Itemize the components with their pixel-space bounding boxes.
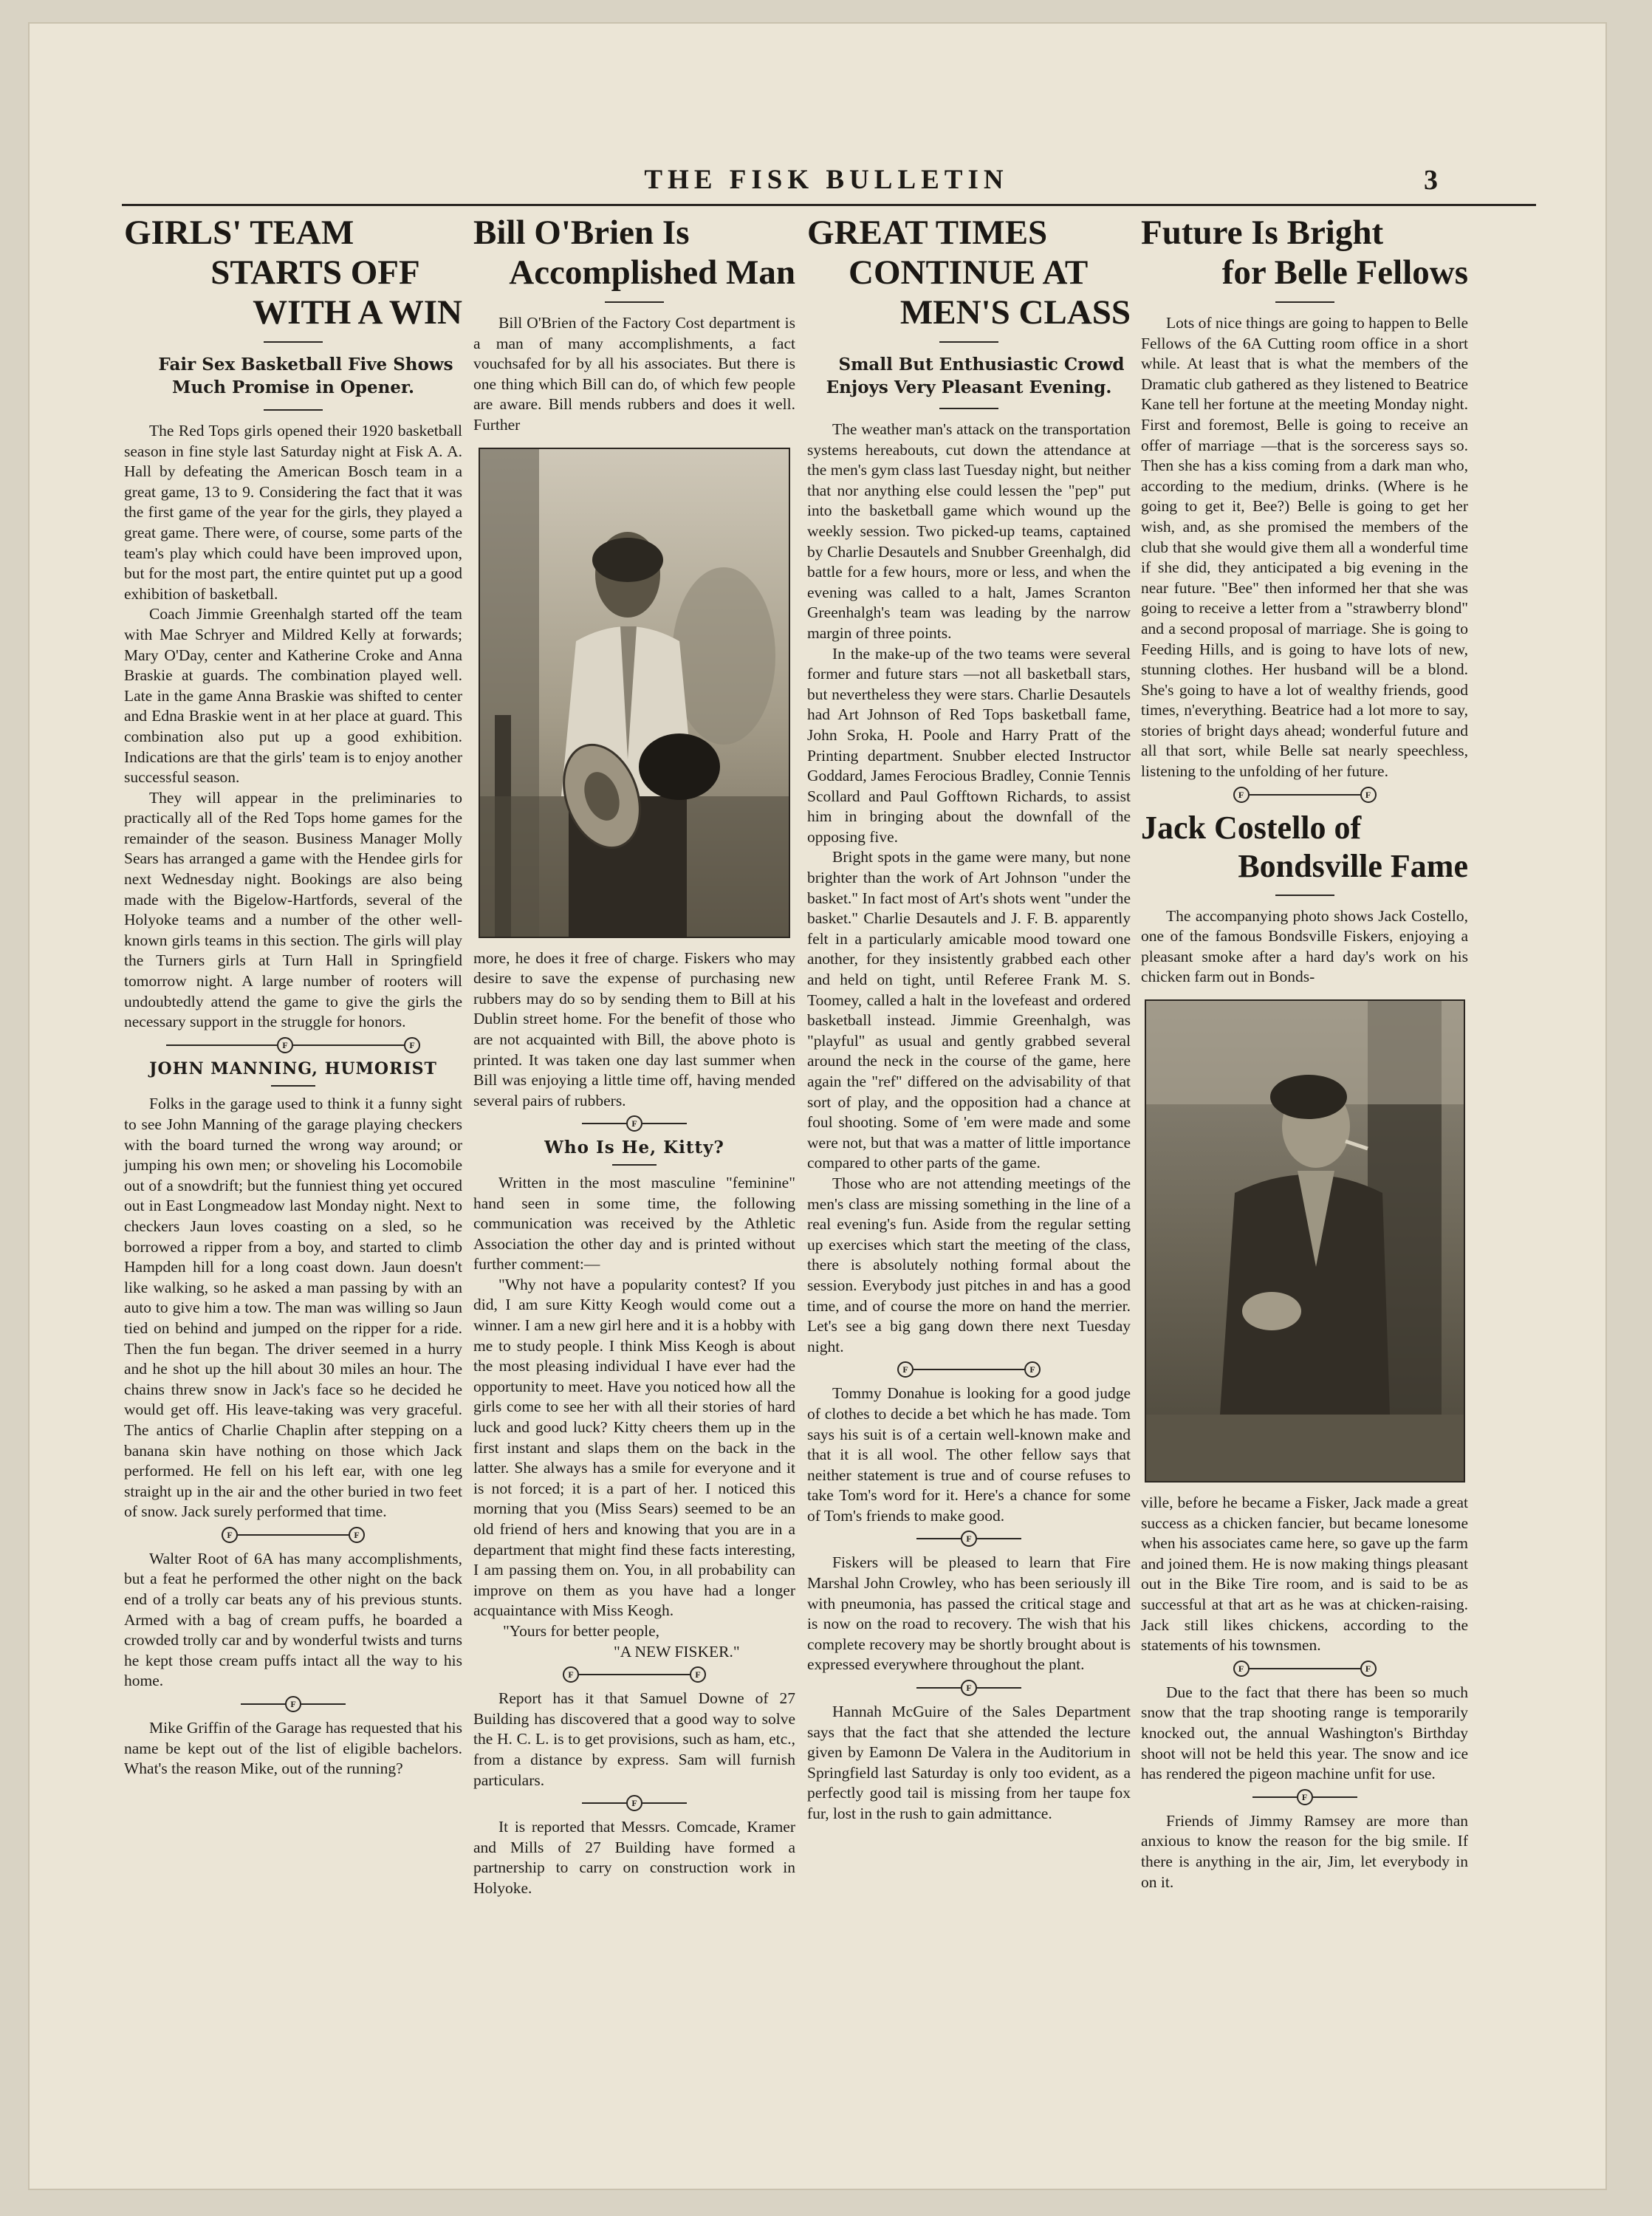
fisk-ornament-icon: F (1360, 1661, 1377, 1677)
fisk-ornament-icon: F (277, 1037, 293, 1053)
fisk-ornament-icon: F (1233, 1661, 1250, 1677)
ornament-divider (1141, 1661, 1468, 1677)
fisk-ornament-icon: F (349, 1527, 365, 1543)
separator (1275, 301, 1334, 303)
headline-line: WITH A WIN (253, 293, 462, 332)
kitty-headline: Who Is He, Kitty? (544, 1138, 724, 1158)
costello-photo (1145, 999, 1465, 1483)
ornament-divider (1141, 1789, 1468, 1805)
article-paragraph: It is reported that Messrs. Comcade, Kramer and Mills of 27 Building have formed a partnership to carry on construction work in Holyoke. (473, 1818, 795, 1897)
column-4 (1141, 210, 1468, 1892)
article-paragraph: The weather man's attack on the transportation systems hereabouts, cut down the attendance at the men's gym class last Tuesday night, but neither that nor anything else could lessen the "pep" put into the basketball game which wound up the weekly session. Two picked-up teams, captained by Charlie Desautels and Snubber Greenhalgh, did battle for a few hours, more or less, and when the evening was called to a halt, James Scranton Greenhalgh's team was leading by the narrow margin of three points. (807, 420, 1131, 642)
article-paragraph: Due to the fact that there has been so much snow that the trap shooting range is temporarily knocked out, the annual Washington's Birthday shoot will not be held this year. The snow and ice has rendered the pigeon machine unfit for use. (1141, 1683, 1468, 1783)
article-paragraph: Those who are not attending meetings of the men's class are missing something in the line of a real evening's fun. Aside from the regular setting up exercises which start the meeting of the class, there is absolutely nothing formal about the session. Everybody just pitches in and has a good time, and of course the more on hand the merrier. Let's see a big gang down there next Tuesday night. (807, 1174, 1131, 1355)
fisk-ornament-icon: F (285, 1696, 301, 1712)
signature-line: "A NEW FISKER." (614, 1642, 740, 1661)
fisk-ornament-icon: F (961, 1680, 977, 1696)
article-paragraph: ville, before he became a Fisker, Jack made a great success as a chicken fancier, but became lonesome when his associates came here, so gave up the farm and joined them. He is now making things pleasant out in the Bike Tire room, and is said to be as successful at that art as he was at chicken-raising. Jack still likes chickens, according to the statements of his townsmen. (1141, 1494, 1468, 1655)
ornament-divider (473, 1795, 795, 1811)
headline-line: Bondsville Fame (1238, 847, 1468, 884)
separator (264, 341, 323, 343)
article-paragraph: Folks in the garage used to think it a funny sight to see John Manning of the garage playing checkers with the board turned the wrong way around; or jumping his own men; or shoveling his Locomobile out of a snowdrift; but the funniest thing yet occured out in East Longmeadow last Monday night. Next to checkers Jaun loves coasting on a sled, so he borrowed a ripper from a boy, and started to climb Hampden hill for a long coast down. Jaun doesn't like walking, so he asked a man passing by with an auto to give him a tow. The man was willing so Jaun tied on behind and jumped on the ripper for a ride. Then the fun began. The driver seemed in a hurry and he shot up the hill about 30 miles an hour. The chains threw snow in Jack's face so he decided he would get off. His leave-taking was very graceful. The antics of Charlie Chaplin after stepping on a banana skin have nothing on those which Jack performed. He fell on his left ear, with one leg straight up in the air and the other buried in two feet of snow. Jack surely performed that time. (124, 1095, 462, 1521)
fisk-ornament-icon: F (1233, 787, 1250, 803)
column-2 (473, 210, 795, 1899)
ornament-divider (807, 1680, 1131, 1696)
article-paragraph: Walter Root of 6A has many accomplishments, but a feat he performed the other night on the back end of a trolly car beats any of his previous stunts. Armed with a bag of cream puffs, he boarded a crowded trolly car and by wonderful twists and turns he kept those cream puffs intact all the way to his home. (124, 1549, 462, 1690)
column-1 (124, 210, 462, 1779)
girls-team-subhead: Fair Sex Basketball Five Shows Much Promise in Opener. (158, 355, 453, 397)
ornament-divider (473, 1666, 795, 1683)
obrien-headline (473, 213, 795, 293)
article-paragraph: In the make-up of the two teams were several former and future stars —not all basketball stars, but nevertheless they were stars. Charlie Desautels had Art Johnson of Red Tops basketball fame, John Sroka, H. Poole and Harry Pratt of the Printing department. Snubber elected Instructor Goddard, James Ferocious Bradley, Connie Tennis Scollard and Paul Gofftown Richards, to assist him in bringing about the downfall of the opposing five. (807, 644, 1131, 846)
article-paragraph: Lots of nice things are going to happen to Belle Fellows of the 6A Cutting room office in a short while. At least that is what the members of the Dramatic club gathered as they listened to Beatrice Kane tell her fortune at the meeting Monday night. First and foremost, Belle is going to receive an offer of marriage —that is the sorceress says so. Then she has a kiss coming from a dark man who, according to the medium, drinks. (Where is he going to get it, Bee?) Belle is going to get her wish, and, as she promised the members of the club that she would give them all a wonderful time if she did, they anticipated a big evening in the near future. "Bee" then informed her that she was going to receive a letter from a "strawberry blond" and a second proposal of marriage. She is going to Feeding Hills, and is going to have lots of new, stunning clothes. Her husband will be a blond. She's going to have a lot of wealthy friends, good times, n'everything. Beatrice had a lot more to say, stories of bright days ahead; wonderful future and all that sort, while Belle sat nearly speechless, listening to the unfolding of her future. (1141, 314, 1469, 781)
fisk-ornament-icon: F (1297, 1789, 1313, 1805)
separator (1275, 895, 1334, 896)
ornament-divider (124, 1696, 462, 1712)
mens-class-subhead: Small But Enthusiastic Crowd Enjoys Very Pleasant Evening. (826, 355, 1125, 397)
fisk-ornament-icon: F (1360, 787, 1377, 803)
page-number: 3 (1424, 165, 1438, 196)
fisk-ornament-icon: F (626, 1115, 642, 1132)
article-paragraph: Coach Jimmie Greenhalgh started off the team with Mae Schryer and Mildred Kelly at forwards; Mary O'Day, center and Katherine Croke and Anna Braskie at guards. The combination played well. Late in the game Anna Braskie was shifted to center and Edna Braskie went in at her place at guard. This combination also put up a good exhibition. Indications are that the girls' team is to enjoy another successful season. (124, 605, 462, 787)
headline-line: Jack Costello of (1141, 809, 1362, 846)
signature-line: "Yours for better people, (503, 1621, 659, 1640)
article-paragraph: The Red Tops girls opened their 1920 basketball season in fine style last Saturday night at Fisk A. A. Hall by defeating the American Bosch team in a great game, 13 to 9. Considering the fact that it was the first game of the year for the girls, they played a great game. There were, of course, some parts of the team's play which could have been improved upon, but for the most part, the entire quintet put up a good exhibition of basketball. (124, 422, 462, 603)
manning-headline: JOHN MANNING, HUMORIST (149, 1059, 437, 1078)
headline-line: STARTS OFF (210, 253, 420, 292)
headline-line: Future Is Bright (1141, 213, 1384, 252)
masthead-title: THE FISK BULLETIN (644, 165, 1009, 195)
ornament-divider (124, 1527, 462, 1543)
article-paragraph: more, he does it free of charge. Fiskers who may desire to save the expense of purchasing new rubbers may do so by sending them to Bill at his Dublin street home. For the benefit of those who are not acquainted with Bill, the above photo is printed. It was taken one day last summer when Bill was enjoying a little time off, having mended several pairs of rubbers. (473, 948, 795, 1109)
obrien-photo-image (480, 449, 789, 937)
separator (612, 1164, 657, 1166)
fisk-ornament-icon: F (626, 1795, 642, 1811)
masthead-rule (122, 204, 1536, 206)
ornament-divider (1141, 787, 1468, 803)
headline-line: GIRLS' TEAM (124, 213, 354, 252)
article-paragraph: Bill O'Brien of the Factory Cost department is a man of many accomplishments, a fact vouchsafed for by all his associates. But there is one thing which Bill can do, of which few people are aware. Bill mends rubbers and does it well. Further (473, 314, 795, 434)
separator (939, 341, 998, 343)
article-paragraph: "Why not have a popularity contest? If you did, I am sure Kitty Keogh would come out a winner. I am a new girl here and it is a hobby with me to study people. I think Miss Keogh is about the most pleasing individual I have ever had the opportunity to meet. Have you noticed how all the girls come to see her with all their stories of hard luck and good luck? Kitty cheers them up in the first instant and slaps them on the back in the latter. She always has a smile for everyone and it is not forced; it is a part of her. I noticed this morning that you (Miss Sears) seemed to be an old friend of hers and knowing that you are in a department that might find these facts interesting, I am passing them on. You, in all probability can improve on them as you have had a longer acquaintance with Miss Keogh. (473, 1275, 795, 1620)
separator (605, 301, 664, 303)
fisk-ornament-icon: F (690, 1666, 706, 1683)
costello-photo-image (1146, 1001, 1464, 1481)
article-paragraph: Bright spots in the game were many, but none brighter than the work of Art Johnson "under the basket." In fact most of Art's shots went "under the basket." Charlie Desautels and J. F. B. apparently felt in a particularly amicable mood toward one another, for they insistently grabbed each other and held on tight, until Referee Frank M. S. Toomey, called a halt in the lovefeast and ordered basketball instead. Jimmie Greenhalgh, was "playful" as usual and gently grabbed several around the neck in the course of the game, here again the "ref" differed on the advisability of that sort of play, and the opposition had a chance at foul shooting. Some of 'em were made and some were not, but that was a matter of little importance compared to other parts of the game. (807, 848, 1131, 1172)
fisk-ornament-icon: F (404, 1037, 420, 1053)
jack-headline (1141, 809, 1468, 886)
obrien-photo (479, 448, 790, 938)
separator (264, 409, 323, 411)
fisk-ornament-icon: F (897, 1361, 914, 1378)
separator (271, 1085, 315, 1087)
headline-line: MEN'S CLASS (899, 293, 1131, 332)
article-paragraph: Mike Griffin of the Garage has requested that his name be kept out of the list of eligible bachelors. What's the reason Mike, out of the running? (124, 1719, 462, 1778)
belle-headline (1141, 213, 1468, 293)
article-paragraph: The accompanying photo shows Jack Costello, one of the famous Bondsville Fiskers, enjoying a pleasant smoke after a hard day's work on his chicken farm out in Bonds- (1141, 906, 1468, 986)
headline-line: GREAT TIMES (807, 213, 1048, 252)
column-3 (807, 210, 1131, 1825)
article-paragraph: Hannah McGuire of the Sales Department says that the fact that she attended the lecture given by Eamonn De Valera in the Auditorium in Springfield last Saturday is only too evident, as a perfectly good tail is missing from her taupe fox fur, lost in the rush to gain admittance. (807, 1703, 1131, 1822)
headline-line: CONTINUE AT (849, 253, 1089, 292)
ornament-divider (124, 1037, 462, 1053)
girls-team-headline (124, 213, 462, 332)
mens-class-headline (807, 213, 1131, 332)
ornament-divider (807, 1531, 1131, 1547)
ornament-divider (473, 1115, 795, 1132)
article-paragraph: Tommy Donahue is looking for a good judge of clothes to decide a bet which he has made. Tom says his suit is of a certain well-known make and that it is all wool. The other fellow says that neither statement is true and of course refuses to take Tom's word for it. Here's a chance for some of Tom's friends to make good. (807, 1384, 1131, 1525)
headline-line: for Belle Fellows (1221, 253, 1468, 292)
headline-line: Bill O'Brien Is (473, 213, 690, 252)
article-paragraph: Written in the most masculine "feminine" hand seen in some time, the following communication was received by the Athletic Association the other day and is printed without further comment:— (473, 1173, 795, 1273)
article-paragraph: Report has it that Samuel Downe of 27 Building has discovered that a good way to solve the H. C. L. is to get provisions, such as ham, etc., from a distance by express. Sam will furnish particulars. (473, 1689, 795, 1789)
article-paragraph: Friends of Jimmy Ramsey are more than anxious to know the reason for the big smile. If there is anything in the air, Jim, let everybody in on it. (1141, 1811, 1468, 1891)
fisk-ornament-icon: F (1024, 1361, 1041, 1378)
article-paragraph: They will appear in the preliminaries to practically all of the Red Tops home games for the remainder of the season. Business Manager Molly Sears has arranged a game with the Hendee girls for next Wednesday night. Bookings are also being made with the Bigelow-Hartfords, several of the Holyoke teams and a number of the other well-known girls teams in this section. The girls will play the Turners girls at Turn Hall in Springfield tomorrow night. A large number of rooters will undoubtedly attend the game to give the girls the necessary support in the struggle for honors. (124, 788, 462, 1031)
headline-line: Accomplished Man (509, 253, 795, 292)
fisk-ornament-icon: F (961, 1531, 977, 1547)
separator (939, 408, 998, 409)
fisk-ornament-icon: F (222, 1527, 238, 1543)
ornament-divider (807, 1361, 1131, 1378)
article-paragraph: Fiskers will be pleased to learn that Fire Marshal John Crowley, who has been seriously ill with pneumonia, has passed the critical stage and is now on the road to recovery. The wish that his complete recovery may be shortly brought about is expressed everywhere throughout the plant. (807, 1553, 1131, 1674)
fisk-ornament-icon: F (563, 1666, 579, 1683)
